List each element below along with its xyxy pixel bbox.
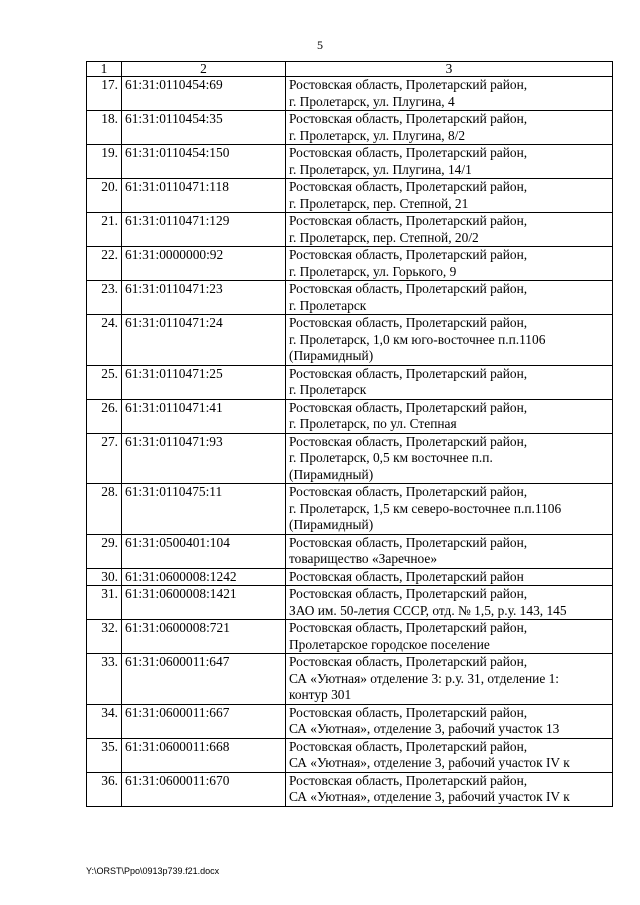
cadastral-number: 61:31:0110475:11 (122, 484, 286, 535)
address: Ростовская область, Пролетарский район, г. Пролетарск (286, 281, 613, 315)
table-row (87, 704, 613, 738)
address: Ростовская область, Пролетарский район, г. Пролетарск, ул. Плугина, 4 (286, 77, 613, 111)
row-number: 23. (87, 281, 122, 315)
table-row (87, 484, 613, 535)
address: Ростовская область, Пролетарский район, Пролетарское городское поселение (286, 620, 613, 654)
cadastral-number: 61:31:0110471:129 (122, 213, 286, 247)
address: Ростовская область, Пролетарский район, г. Пролетарск, по ул. Степная (286, 399, 613, 433)
address: Ростовская область, Пролетарский район, СА «Уютная», отделение 3, рабочий участок IV к (286, 738, 613, 772)
row-number: 25. (87, 365, 122, 399)
cadastral-number: 61:31:0600008:721 (122, 620, 286, 654)
address: Ростовская область, Пролетарский район, СА «Уютная», отделение 3, рабочий участок IV к (286, 772, 613, 806)
table-row (87, 365, 613, 399)
address: Ростовская область, Пролетарский район, г. Пролетарск, ул. Плугина, 8/2 (286, 111, 613, 145)
address: Ростовская область, Пролетарский район, ЗАО им. 50-летия СССР, отд. № 1,5, р.у. 143, 145 (286, 586, 613, 620)
row-number: 32. (87, 620, 122, 654)
cadastral-number: 61:31:0600008:1421 (122, 586, 286, 620)
column-header-cadastral: 2 (122, 62, 286, 77)
cadastral-number: 61:31:0600011:670 (122, 772, 286, 806)
address: Ростовская область, Пролетарский район, г. Пролетарск, ул. Горького, 9 (286, 247, 613, 281)
table-row (87, 568, 613, 586)
cadastral-number: 61:31:0110471:118 (122, 179, 286, 213)
address: Ростовская область, Пролетарский район, г. Пролетарск, ул. Плугина, 14/1 (286, 145, 613, 179)
row-number: 26. (87, 399, 122, 433)
cadastral-number: 61:31:0110471:23 (122, 281, 286, 315)
row-number: 27. (87, 433, 122, 484)
address: Ростовская область, Пролетарский район (286, 568, 613, 586)
row-number: 28. (87, 484, 122, 535)
table-row (87, 620, 613, 654)
cadastral-number: 61:31:0600011:647 (122, 654, 286, 705)
cadastral-number: 61:31:0600011:668 (122, 738, 286, 772)
cadastral-number: 61:31:0600008:1242 (122, 568, 286, 586)
cadastral-number: 61:31:0500401:104 (122, 534, 286, 568)
row-number: 34. (87, 704, 122, 738)
address: Ростовская область, Пролетарский район, г. Пролетарск, пер. Степной, 20/2 (286, 213, 613, 247)
row-number: 17. (87, 77, 122, 111)
table-row (87, 534, 613, 568)
table-row (87, 77, 613, 111)
address: Ростовская область, Пролетарский район, г. Пролетарск (286, 365, 613, 399)
row-number: 18. (87, 111, 122, 145)
row-number: 19. (87, 145, 122, 179)
row-number: 21. (87, 213, 122, 247)
table-row (87, 433, 613, 484)
address: Ростовская область, Пролетарский район, СА «Уютная», отделение 3, рабочий участок 13 (286, 704, 613, 738)
table-row (87, 772, 613, 806)
row-number: 35. (87, 738, 122, 772)
table-row (87, 111, 613, 145)
table-row (87, 654, 613, 705)
row-number: 22. (87, 247, 122, 281)
land-plots-table (86, 61, 613, 807)
row-number: 33. (87, 654, 122, 705)
address: Ростовская область, Пролетарский район, г. Пролетарск, пер. Степной, 21 (286, 179, 613, 213)
cadastral-number: 61:31:0110471:41 (122, 399, 286, 433)
file-path-footer: Y:\ORST\Ppo\0913p739.f21.docx (86, 866, 220, 876)
cadastral-number: 61:31:0110471:24 (122, 315, 286, 366)
row-number: 20. (87, 179, 122, 213)
row-number: 31. (87, 586, 122, 620)
table-row (87, 281, 613, 315)
cadastral-number: 61:31:0110471:25 (122, 365, 286, 399)
table-row (87, 399, 613, 433)
table-row (87, 145, 613, 179)
table-row (87, 586, 613, 620)
row-number: 24. (87, 315, 122, 366)
cadastral-number: 61:31:0110454:150 (122, 145, 286, 179)
row-number: 29. (87, 534, 122, 568)
page-number: 5 (317, 38, 323, 52)
address: Ростовская область, Пролетарский район, СА «Уютная» отделение 3: р.у. 31, отделение 1: контур 301 (286, 654, 613, 705)
table-row (87, 315, 613, 366)
table-row (87, 213, 613, 247)
address: Ростовская область, Пролетарский район, товарищество «Заречное» (286, 534, 613, 568)
table-row (87, 247, 613, 281)
cadastral-number: 61:31:0000000:92 (122, 247, 286, 281)
address: Ростовская область, Пролетарский район, г. Пролетарск, 1,0 км юго-восточнее п.п.1106 (Пирамидный) (286, 315, 613, 366)
address: Ростовская область, Пролетарский район, г. Пролетарск, 1,5 км северо-восточнее п.п.1106 (Пирамидный) (286, 484, 613, 535)
row-number: 36. (87, 772, 122, 806)
table-row (87, 738, 613, 772)
address: Ростовская область, Пролетарский район, г. Пролетарск, 0,5 км восточнее п.п. (Пирамидный) (286, 433, 613, 484)
cadastral-number: 61:31:0110471:93 (122, 433, 286, 484)
table-row (87, 179, 613, 213)
column-header-address: 3 (286, 62, 613, 77)
cadastral-number: 61:31:0110454:69 (122, 77, 286, 111)
table-header-row (87, 62, 613, 77)
cadastral-number: 61:31:0600011:667 (122, 704, 286, 738)
row-number: 30. (87, 568, 122, 586)
column-header-number: 1 (87, 62, 122, 77)
cadastral-number: 61:31:0110454:35 (122, 111, 286, 145)
